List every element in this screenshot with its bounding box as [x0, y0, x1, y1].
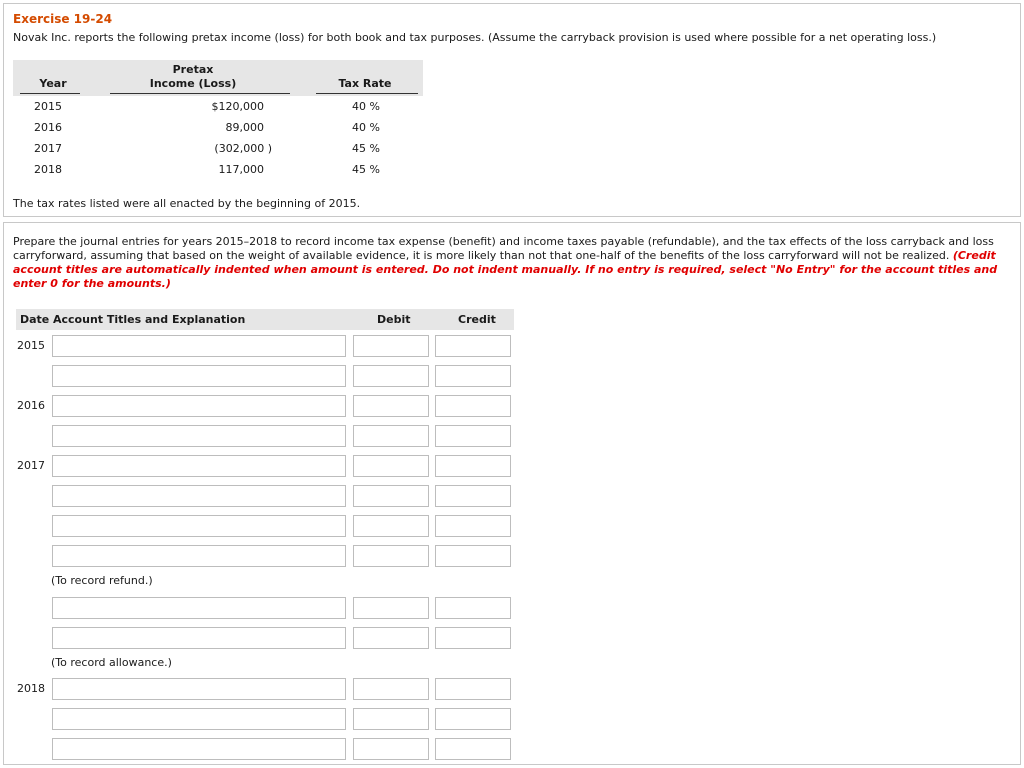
journal-header [16, 309, 514, 330]
credit-input[interactable] [435, 597, 511, 619]
debit-input[interactable] [353, 678, 429, 700]
debit-input[interactable] [353, 627, 429, 649]
header-underline [20, 93, 80, 94]
debit-input[interactable] [353, 545, 429, 567]
cell-income: (302,000 ) [214, 142, 272, 155]
debit-input[interactable] [353, 485, 429, 507]
debit-input[interactable] [353, 515, 429, 537]
cell-rate: 40 % [352, 121, 380, 134]
header-date: Date [20, 313, 50, 326]
instructions [13, 235, 1013, 291]
credit-input[interactable] [435, 425, 511, 447]
credit-input[interactable] [435, 627, 511, 649]
cell-rate: 40 % [352, 100, 380, 113]
year-label-2015: 2015 [17, 339, 45, 352]
account-title-input[interactable] [52, 515, 346, 537]
cell-income: $120,000 [211, 100, 264, 113]
header-tax-rate: Tax Rate [338, 77, 392, 90]
account-title-input[interactable] [52, 627, 346, 649]
account-title-input[interactable] [52, 365, 346, 387]
header-account: Account Titles and Explanation [53, 313, 246, 326]
header-underline [316, 93, 418, 94]
debit-input[interactable] [353, 738, 429, 760]
year-label-2017: 2017 [17, 459, 45, 472]
credit-input[interactable] [435, 515, 511, 537]
header-credit: Credit [458, 313, 496, 326]
credit-input[interactable] [435, 365, 511, 387]
tax-rate-note: The tax rates listed were all enacted by the beginning of 2015. [13, 197, 361, 210]
debit-input[interactable] [353, 425, 429, 447]
memo-refund: (To record refund.) [51, 574, 153, 587]
cell-income: 117,000 [218, 163, 264, 176]
journal-panel [3, 222, 1021, 765]
cell-year: 2016 [34, 121, 62, 134]
cell-year: 2017 [34, 142, 62, 155]
instructions-text: Prepare the journal entries for years 2015–2018 to record income tax expense (benefit) and income taxes payable (refundable), and the tax effects of the loss carryback and loss carryforward, assuming that based on the weight of available evidence, it is more likely than not that one-half of the benefits of the loss carryforward will not be realized. [13, 235, 994, 262]
debit-input[interactable] [353, 708, 429, 730]
account-title-input[interactable] [52, 708, 346, 730]
cell-rate: 45 % [352, 142, 380, 155]
account-title-input[interactable] [52, 678, 346, 700]
account-title-input[interactable] [52, 545, 346, 567]
account-title-input[interactable] [52, 597, 346, 619]
debit-input[interactable] [353, 365, 429, 387]
debit-input[interactable] [353, 597, 429, 619]
year-label-2016: 2016 [17, 399, 45, 412]
credit-input[interactable] [435, 738, 511, 760]
credit-input[interactable] [435, 708, 511, 730]
exercise-description: Novak Inc. reports the following pretax income (loss) for both book and tax purposes. (Assume the carryback provision is used where possible for a net operating loss.) [13, 31, 937, 44]
credit-input[interactable] [435, 455, 511, 477]
cell-year: 2018 [34, 163, 62, 176]
credit-input[interactable] [435, 545, 511, 567]
memo-allowance: (To record allowance.) [51, 656, 172, 669]
header-pretax-1: Pretax [172, 63, 214, 76]
header-pretax-2: Income (Loss) [149, 77, 237, 90]
cell-income: 89,000 [225, 121, 264, 134]
exercise-title: Exercise 19-24 [13, 12, 113, 26]
cell-rate: 45 % [352, 163, 380, 176]
account-title-input[interactable] [52, 455, 346, 477]
debit-input[interactable] [353, 395, 429, 417]
header-year: Year [39, 77, 67, 90]
debit-input[interactable] [353, 335, 429, 357]
cell-year: 2015 [34, 100, 62, 113]
header-debit: Debit [377, 313, 411, 326]
problem-panel [3, 3, 1021, 217]
instructions-emphasis: (Credit account titles are automatically indented when amount is entered. Do not indent manually. If no entry is required, select "No Entry" for the account titles and enter 0 for the amounts.) [13, 249, 998, 290]
account-title-input[interactable] [52, 395, 346, 417]
account-title-input[interactable] [52, 485, 346, 507]
account-title-input[interactable] [52, 425, 346, 447]
year-label-2018: 2018 [17, 682, 45, 695]
account-title-input[interactable] [52, 335, 346, 357]
account-title-input[interactable] [52, 738, 346, 760]
credit-input[interactable] [435, 485, 511, 507]
income-table-header [13, 60, 423, 96]
credit-input[interactable] [435, 678, 511, 700]
credit-input[interactable] [435, 335, 511, 357]
header-underline [110, 93, 290, 94]
credit-input[interactable] [435, 395, 511, 417]
debit-input[interactable] [353, 455, 429, 477]
